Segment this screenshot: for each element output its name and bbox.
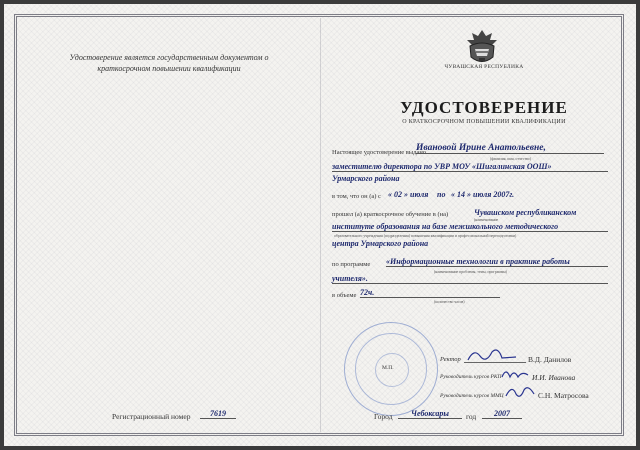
emblem-icon <box>462 28 502 66</box>
reg-label: Регистрационный номер <box>112 412 191 421</box>
volume-value: 72ч. <box>360 288 500 298</box>
program-label: по программе <box>332 261 371 268</box>
issued-to-label: Настоящее удостоверение выдано <box>332 149 427 156</box>
position-line-2: Урмарского района <box>332 174 400 183</box>
institution-line-3: центра Урмарского района <box>332 239 429 248</box>
volume-caption: (количество часов) <box>434 300 465 304</box>
recipient-name: Ивановой Ирине Анатольевне, <box>416 143 604 154</box>
rector-name: В.Д. Данилов <box>528 355 572 364</box>
institution-caption-1: (наименование <box>474 218 499 222</box>
left-note: Удостоверение является государственным документом о краткосрочном повышении квалификации <box>69 53 269 73</box>
dates-label: в том, что он (а) с <box>332 193 381 200</box>
rector-signature-line <box>464 362 526 363</box>
date-from: « 02 » июля <box>388 190 429 199</box>
mmc-signature-icon <box>504 382 538 407</box>
volume-label: в объеме <box>332 292 357 299</box>
document-subtitle: О КРАТКОСРОЧНОМ ПОВЫШЕНИИ КВАЛИФИКАЦИИ <box>402 119 566 125</box>
trained-label: прошел (а) краткосрочное обучение в (на) <box>332 211 449 218</box>
city-label: Город <box>374 412 393 421</box>
institution-line-1: Чувашском республиканском <box>474 208 577 217</box>
year-value: 2007 <box>482 409 522 419</box>
republic-label: ЧУВАШСКАЯ РЕСПУБЛИКА <box>444 64 524 70</box>
fold-line <box>320 18 321 432</box>
rector-label: Ректор <box>440 356 461 363</box>
program-line-2: учителя». <box>332 274 608 284</box>
year-label: год <box>466 412 477 421</box>
program-line-1: «Информационные технологии в практике работы <box>386 257 608 267</box>
position-line-1: заместителю директора по УВР МОУ «Шигалинская ООШ» <box>332 162 608 172</box>
head-rkp-name: И.И. Иванова <box>532 373 576 382</box>
date-to: « 14 » июля 2007г. <box>451 190 515 199</box>
program-caption: (наименование проблемы, темы, программы) <box>434 270 508 274</box>
date-to-prefix: по <box>437 190 446 199</box>
document-title: УДОСТОВЕРЕНИЕ <box>400 98 568 117</box>
reg-number: 7619 <box>200 409 236 419</box>
certificate-sheet <box>4 4 636 446</box>
head-mmc-label: Руководитель курсов ММЦ <box>440 393 504 399</box>
city-value: Чебоксары <box>398 409 462 419</box>
institution-caption-2: образовательного учреждения (подразделения) повышения квалификации и профессиональной переподготовки) <box>334 234 517 238</box>
recipient-caption: (фамилия, имя, отчество) <box>490 157 531 161</box>
head-rkp-label: Руководитель курсов РКП <box>440 374 502 380</box>
head-mmc-name: С.Н. Матросова <box>538 391 589 400</box>
stamp-label: М.П. <box>382 365 394 371</box>
institution-line-2: институте образования на базе межшкольного методического <box>332 222 608 232</box>
